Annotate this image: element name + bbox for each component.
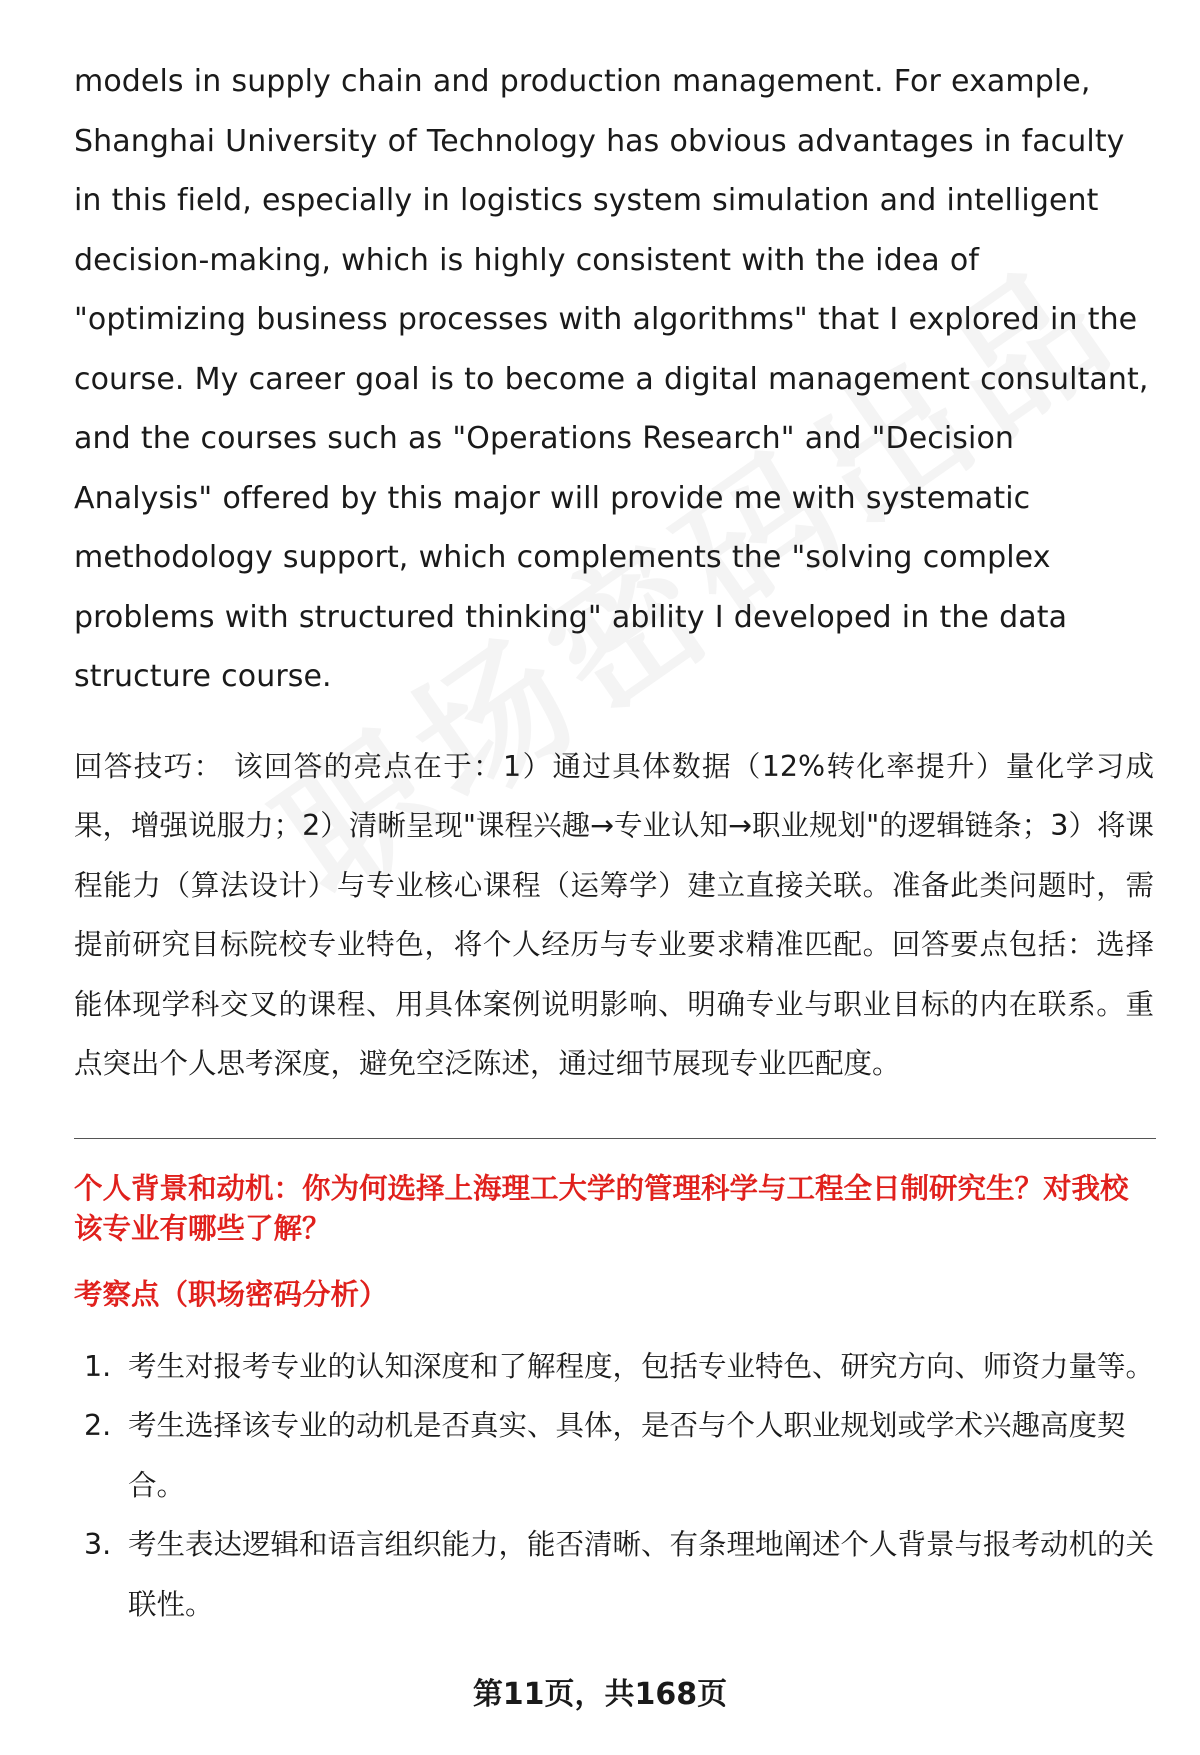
answer-tips-paragraph: 回答技巧： 该回答的亮点在于：1）通过具体数据（12%转化率提升）量化学习成果，增强说服力；2）清晰呈现"课程兴趣→专业认知→职业规划"的逻辑链条；3）将课程能力（算法设计）与专业核心课程（运筹学）建立直接关联。准备此类问题时，需提前研究目标院校专业特色，将个人经历与专业要求精准匹配。回答要点包括：选择能体现学科交叉的课程、用具体案例说明影响、明确专业与职业目标的内在联系。重点突出个人思考深度，避免空泛陈述，通过细节展现专业匹配度。: [74, 749, 1154, 1080]
list-item-text: 考生对报考专业的认知深度和了解程度，包括专业特色、研究方向、师资力量等。: [128, 1349, 1155, 1383]
question-heading: 个人背景和动机：你为何选择上海理工大学的管理科学与工程全日制研究生？对我校该专业有哪些了解？: [74, 1171, 1129, 1245]
page-number-footer: 第11页，共168页: [472, 1677, 728, 1712]
assessment-points-title: 考察点（职场密码分析）: [74, 1277, 388, 1311]
list-item: [74, 1396, 1154, 1515]
assessment-points-list: [74, 1337, 1154, 1635]
section-divider: [74, 1138, 1156, 1139]
list-item: [74, 1515, 1154, 1634]
list-item-number: 1.: [84, 1349, 112, 1383]
list-item-number: 3.: [84, 1528, 112, 1561]
list-item-number: 2.: [84, 1409, 112, 1442]
answer-continuation-paragraph: models in supply chain and production management. For example, Shanghai University of Technology has obvious advantages in faculty in this field, especially in logistics system simulation and intelligent decision-making, which is highly consistent with the idea of "optimizing business processes with algorithms" that I explored in the course. My career goal is to become a digital management consultant, and the courses such as "Operations Research" and "Decision Analysis" offered by this major will provide me with systematic methodology support, which complements the "solving complex problems with structured thinking" ability I developed in the data structure course.: [74, 64, 1149, 694]
list-item-text: 考生选择该专业的动机是否真实、具体，是否与个人职业规划或学术兴趣高度契合。: [128, 1409, 1126, 1502]
list-item: [74, 1337, 1154, 1397]
list-item-text: 考生表达逻辑和语言组织能力，能否清晰、有条理地阐述个人背景与报考动机的关联性。: [128, 1528, 1155, 1621]
page-content: [74, 52, 1154, 1634]
